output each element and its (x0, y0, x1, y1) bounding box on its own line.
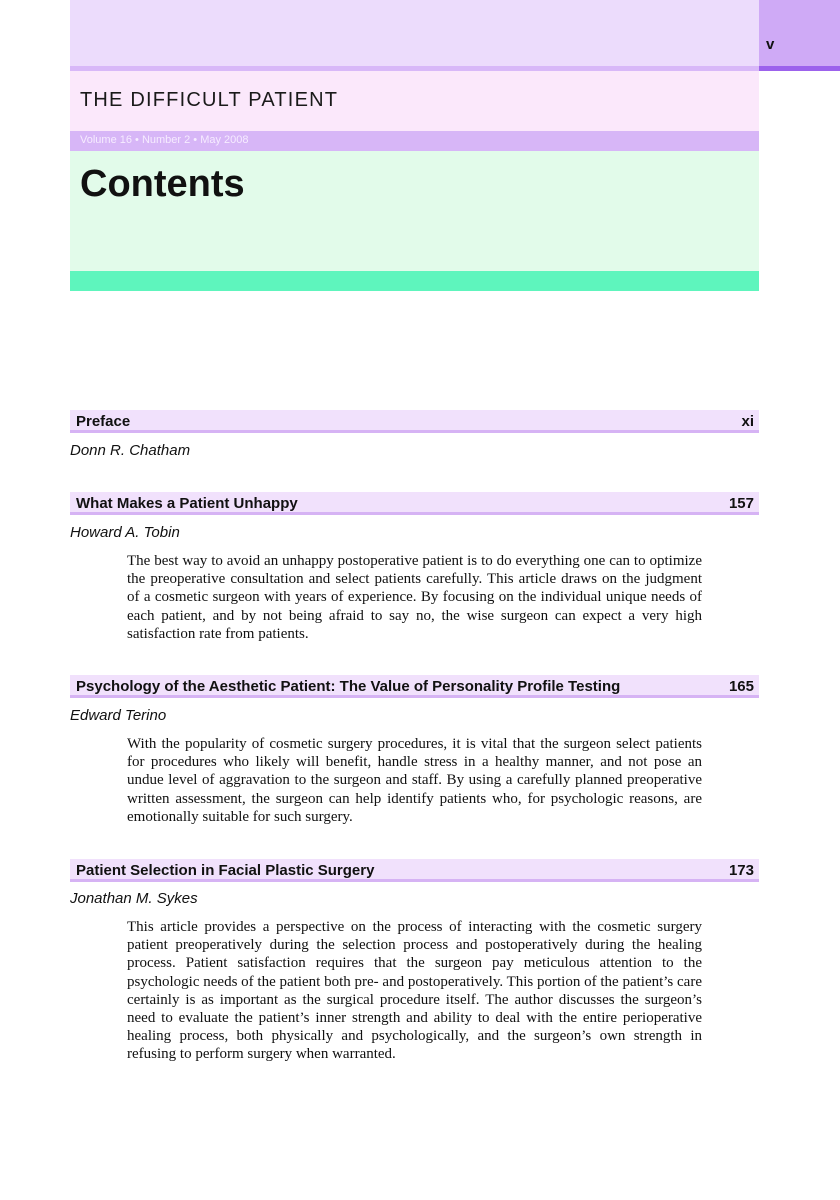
toc-entry-preface[interactable] (70, 410, 759, 433)
toc-entry-abstract: This article provides a perspective on the process of interacting with the cosmetic surgery patient preoperatively during the selection process and postoperatively during the healing process. Patient satisfaction requires that the surgeon pay meticulous attention to the psychologic needs of the patient both pre- and postoperatively. This portion of the patient’s care certainly is as important as the surgical procedure itself. The author discusses the surgeon’s need to evaluate the patient’s inner strength and ability to deal with the entire perioperative healing process, both physically and psychologically, and the surgeon’s own strength in refusing to perform surgery when warranted. (127, 919, 702, 1063)
toc-entry-title[interactable]: What Makes a Patient Unhappy (76, 495, 298, 512)
toc-entry-page: 173 (728, 862, 754, 879)
toc-entry-author: Edward Terino (70, 707, 167, 724)
toc-entry-patient-selection[interactable] (70, 859, 759, 882)
page-title: Contents (80, 163, 245, 205)
toc-entry-page: 157 (728, 495, 754, 512)
page-tab-stripe (759, 66, 840, 71)
toc-entry-page: 165 (728, 678, 754, 695)
toc-entry-unhappy-patient[interactable] (70, 492, 759, 515)
issue-info: Volume 16 • Number 2 • May 2008 (80, 134, 249, 146)
toc-entry-title[interactable]: Patient Selection in Facial Plastic Surgery (76, 862, 375, 879)
header-divider (70, 271, 759, 291)
page-tab (759, 0, 840, 66)
toc-entry-abstract: The best way to avoid an unhappy postoperative patient is to do everything one can to optimize the preoperative consultation and select patients carefully. This article draws on the judgment of a cosmetic surgeon with years of experience. By focusing on the individual unique needs of each patient, and by not being afraid to say no, the wise surgeon can expect a very high satisfaction rate from patients. (127, 553, 702, 642)
toc-entry-author: Jonathan M. Sykes (70, 890, 198, 907)
toc-entry-aesthetic-psychology[interactable] (70, 675, 759, 698)
page-number: v (766, 36, 775, 53)
journal-title: THE DIFFICULT PATIENT (80, 89, 339, 111)
toc-entry-author: Howard A. Tobin (70, 524, 180, 541)
header-top-band (70, 0, 759, 66)
toc-entry-page: xi (741, 413, 754, 430)
toc-entry-title[interactable]: Psychology of the Aesthetic Patient: The Value of Personality Profile Testing (76, 678, 621, 695)
toc-entry-abstract: With the popularity of cosmetic surgery procedures, it is vital that the surgeon select patients for procedures who likely will benefit, handle stress in a healthy manner, and not pose an undue level of aggravation to the surgeon and staff. By using a carefully planned preoperative written assessment, the surgeon can help identify patients who, for psychologic reasons, are emotionally suitable for such surgery. (127, 736, 702, 825)
toc-entry-author: Donn R. Chatham (70, 442, 191, 459)
toc-entry-title[interactable]: Preface (76, 413, 131, 430)
